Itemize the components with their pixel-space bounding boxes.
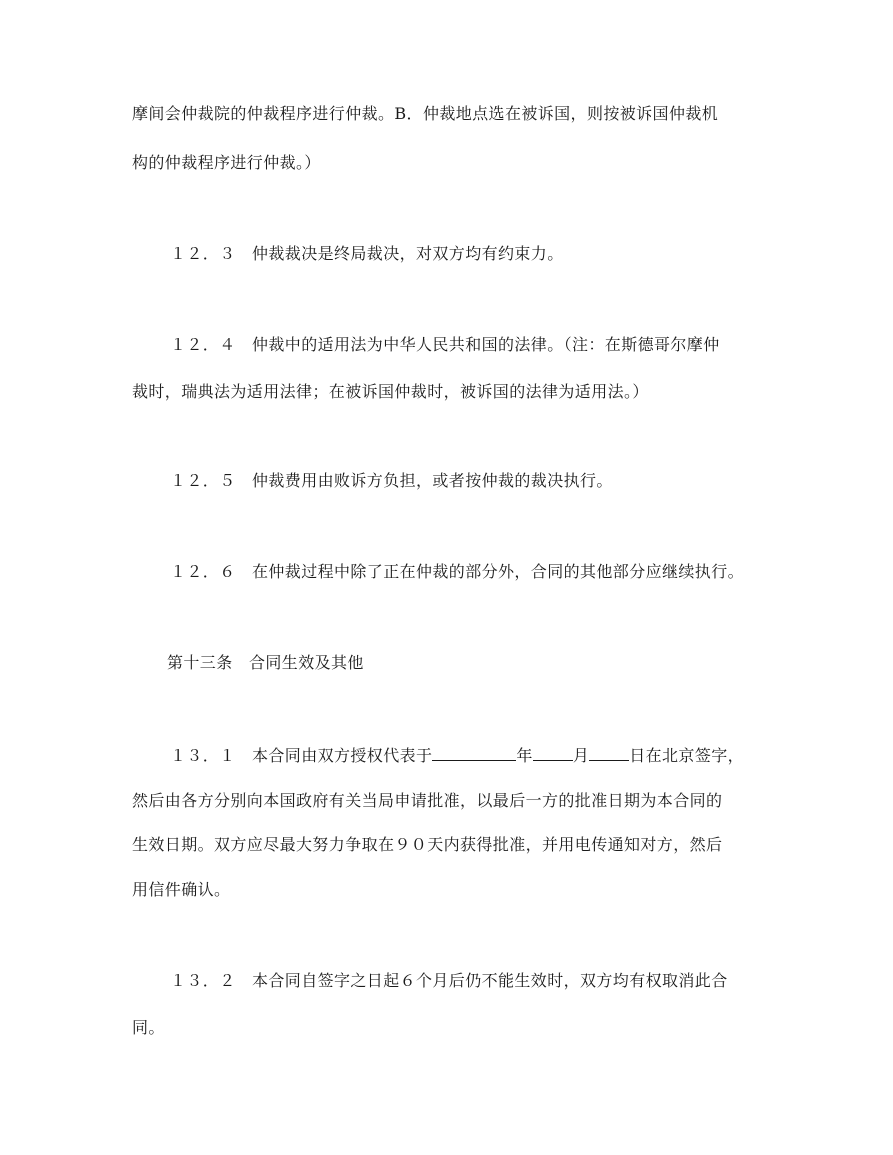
article-13-heading: 第十三条 合同生效及其他 — [167, 653, 364, 672]
clause-12-4: １２．４ 仲裁中的适用法为中华人民共和国的法律。（注：在斯德哥尔摩仲 — [170, 335, 720, 354]
clause-13-1-prefix: １３．１ 本合同由双方授权代表于 — [170, 746, 433, 765]
clause-13-2: １３．２ 本合同自签字之日起６个月后仍不能生效时，双方均有权取消此合 — [170, 971, 728, 990]
paragraph-line: 裁时，瑞典法为适用法律；在被诉国仲裁时，被诉国的法律为适用法。） — [132, 382, 649, 401]
year-label: 年 — [516, 746, 533, 765]
month-blank — [533, 744, 573, 761]
year-blank — [432, 744, 516, 761]
paragraph-line: 摩间会仲裁院的仲裁程序进行仲裁。B．仲裁地点选在被诉国，则按被诉国仲裁机 — [132, 104, 719, 123]
clause-12-5: １２．５ 仲裁费用由败诉方负担，或者按仲裁的裁决执行。 — [170, 471, 613, 490]
paragraph-line: 用信件确认。 — [132, 880, 231, 899]
day-suffix: 日在北京签字， — [629, 746, 745, 765]
paragraph-line: 生效日期。双方应尽最大努力争取在９０天内获得批准，并用电传通知对方，然后 — [132, 835, 723, 854]
clause-13-1 — [170, 744, 744, 766]
paragraph-line: 同。 — [132, 1018, 165, 1037]
day-blank — [589, 744, 629, 761]
clause-12-6: １２．６ 在仲裁过程中除了正在仲裁的部分外，合同的其他部分应继续执行。 — [170, 562, 745, 581]
paragraph-line: 然后由各方分别向本国政府有关当局申请批准，以最后一方的批准日期为本合同的 — [132, 791, 723, 810]
paragraph-line: 构的仲裁程序进行仲裁。） — [132, 153, 321, 172]
month-label: 月 — [572, 746, 590, 765]
clause-12-3: １２．３ 仲裁裁决是终局裁决，对双方均有约束力。 — [170, 244, 564, 263]
